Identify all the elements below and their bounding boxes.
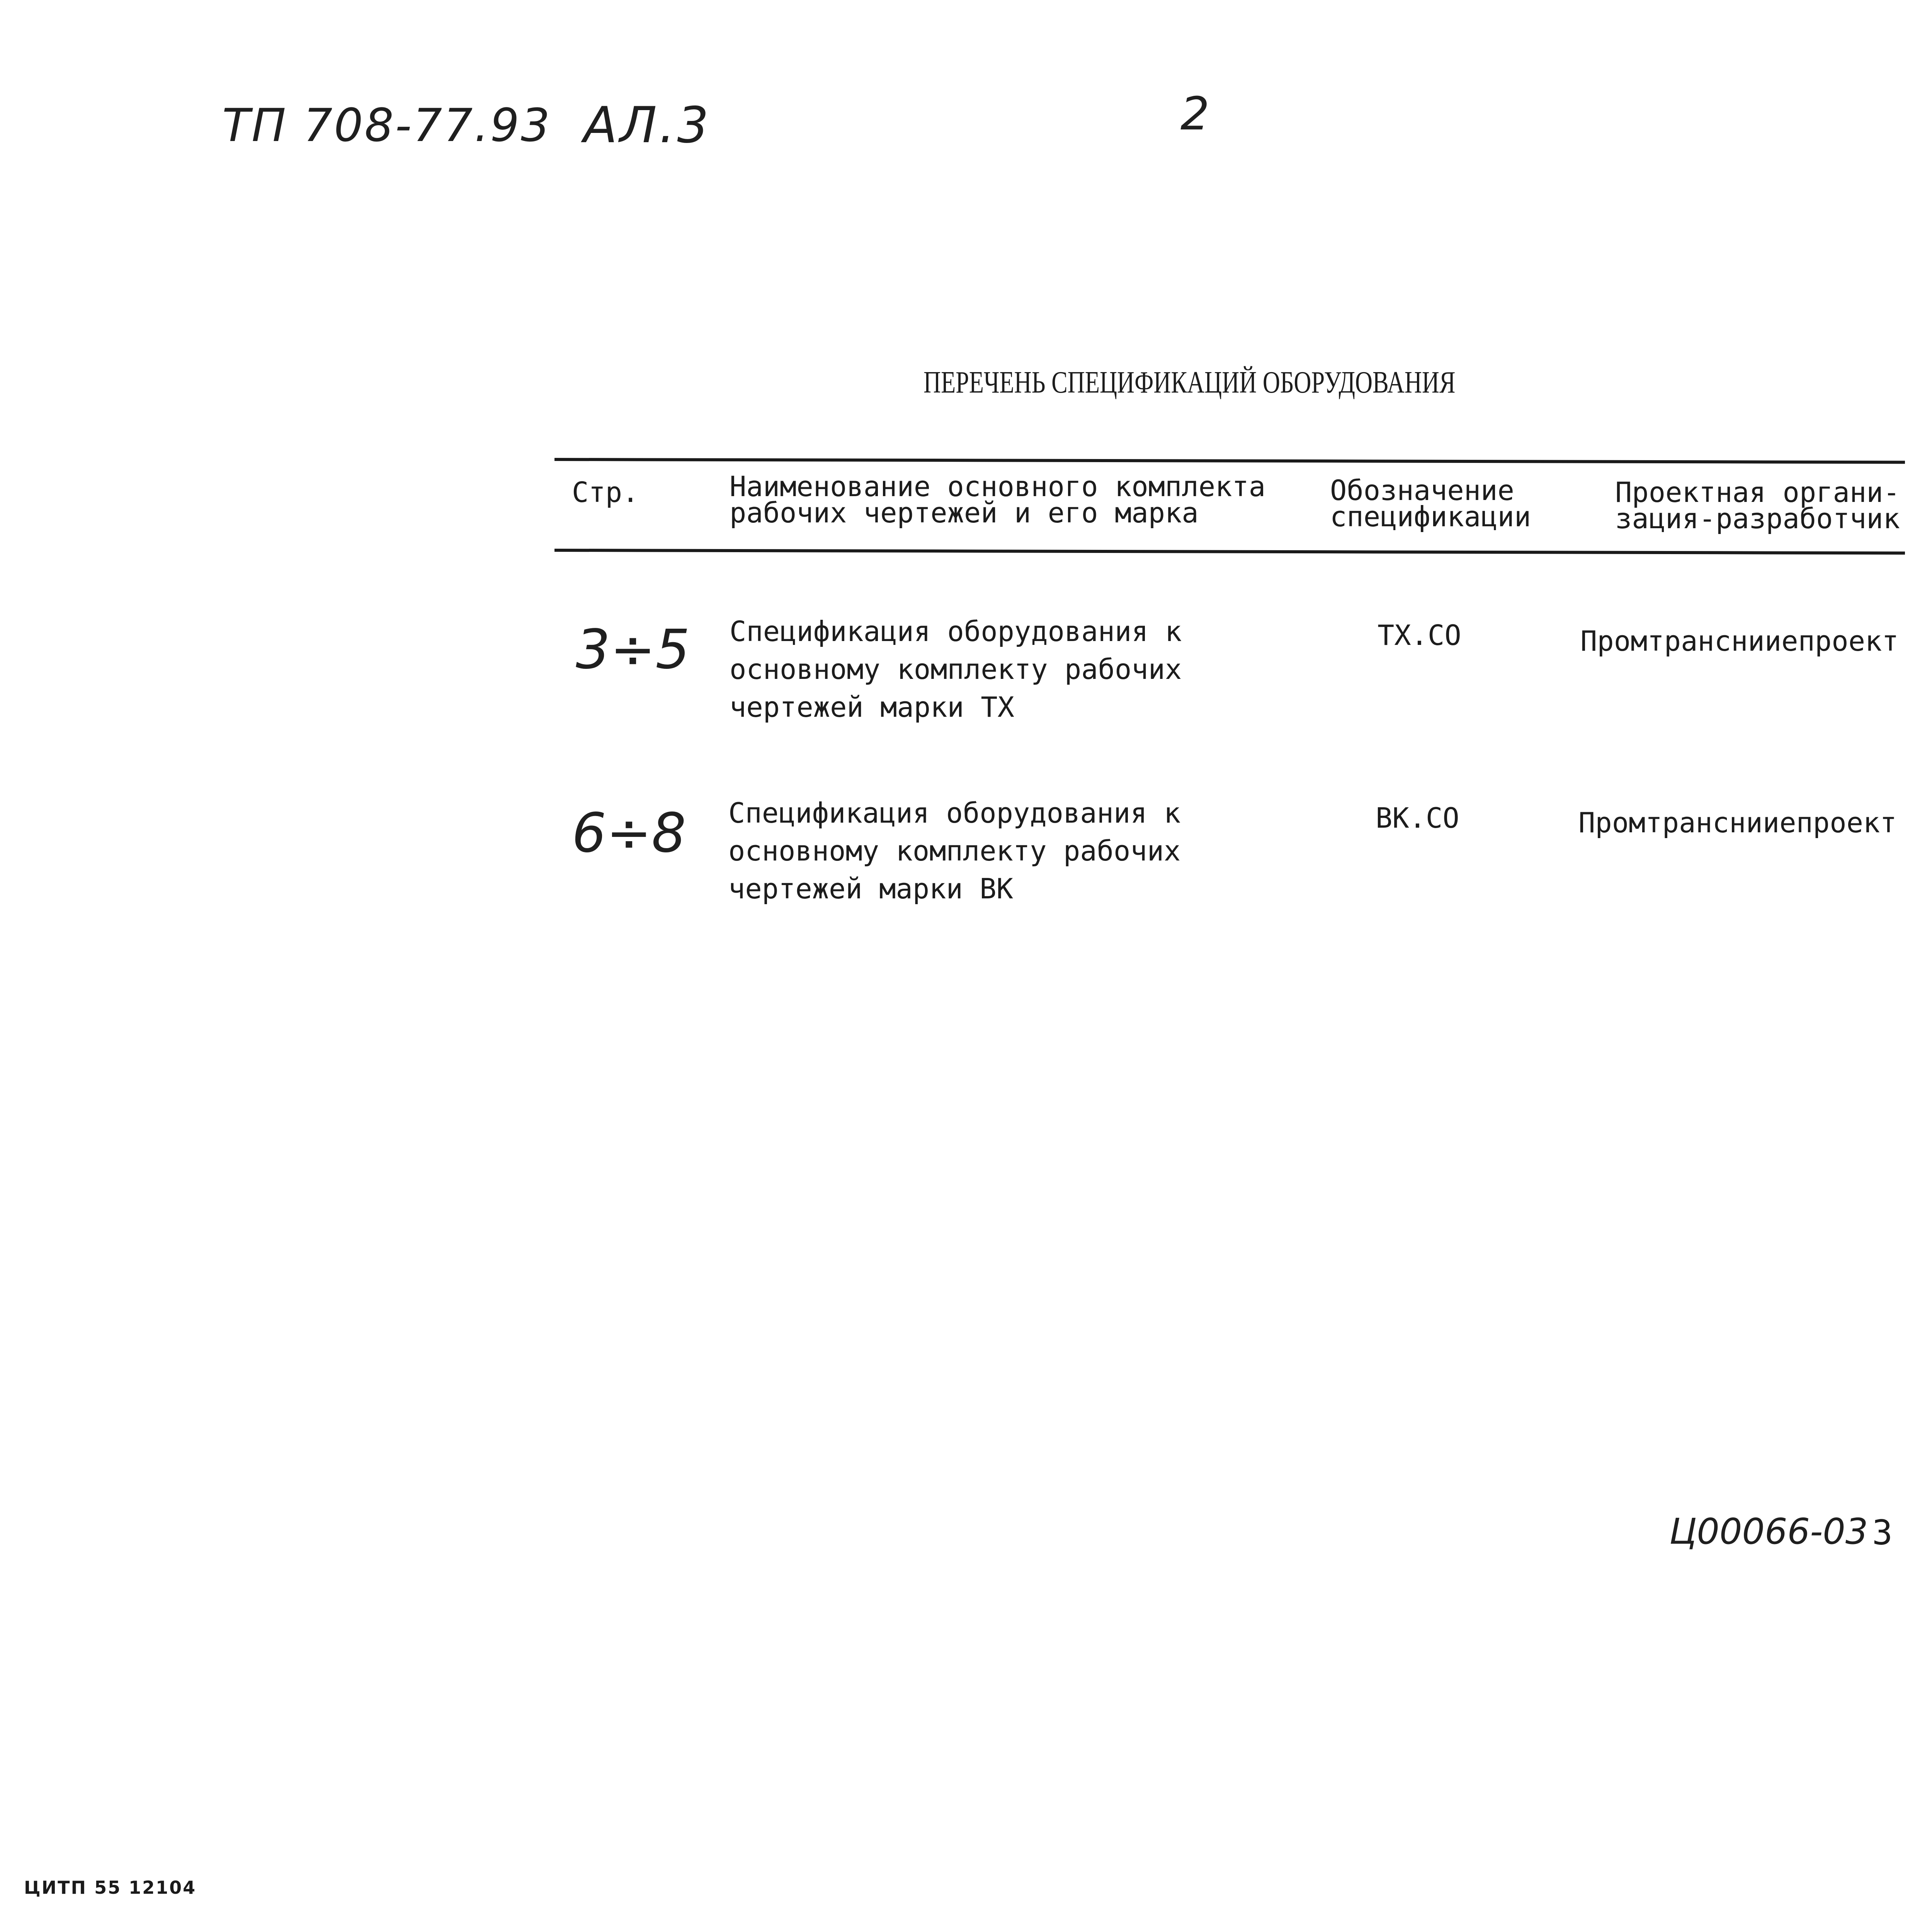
table-top-rule	[554, 458, 1905, 464]
row-name-line: основному комплекту рабочих	[728, 835, 1181, 867]
row-organization: Промтранснииепроект	[1578, 806, 1897, 839]
row-designation: ТХ.СО	[1378, 619, 1461, 651]
row-organization: Промтранснииепроект	[1580, 625, 1899, 657]
column-header-name	[730, 470, 1266, 529]
row-name-line: основному комплекту рабочих	[730, 653, 1182, 685]
column-header-organization-line: зация-разработчик	[1615, 502, 1900, 535]
row-name-line: чертежей марки ТХ	[730, 691, 1014, 723]
column-header-organization	[1615, 476, 1900, 535]
stamp-sheet-number: 3	[1872, 1513, 1893, 1553]
document-code: ТП 708-77.93	[222, 99, 551, 152]
column-header-designation-line: Обозначение	[1330, 474, 1514, 507]
row-pages: 3÷5	[576, 618, 690, 681]
row-name-line: Спецификация оборудования к	[730, 615, 1182, 648]
column-header-designation-line: спецификации	[1330, 500, 1531, 533]
row-designation: ВК.СО	[1376, 802, 1459, 834]
row-name	[728, 794, 1180, 908]
footer-print-code: ЦИТП 55 12104	[24, 1877, 197, 1898]
sheet-label: АЛ.3	[583, 97, 711, 154]
column-header-page	[572, 476, 639, 509]
row-name	[730, 612, 1182, 726]
page-number: 2	[1180, 87, 1210, 140]
column-header-designation	[1330, 474, 1531, 533]
row-name-line: чертежей марки ВК	[728, 872, 1013, 905]
stamp-code: Ц00066-03	[1669, 1511, 1868, 1552]
column-header-name-line: Наименование основного комплекта	[730, 470, 1266, 503]
table-header-rule	[554, 549, 1905, 554]
column-header-organization-line: Проектная органи-	[1615, 476, 1900, 509]
column-header-name-line: рабочих чертежей и его марка	[730, 497, 1199, 529]
row-name-line: Спецификация оборудования к	[728, 797, 1181, 829]
table-title: ПЕРЕЧЕНЬ СПЕЦИФИКАЦИЙ ОБОРУДОВАНИЯ	[923, 366, 1456, 400]
row-pages: 6÷8	[572, 802, 686, 865]
column-header-page-line: Стр.	[572, 476, 639, 509]
